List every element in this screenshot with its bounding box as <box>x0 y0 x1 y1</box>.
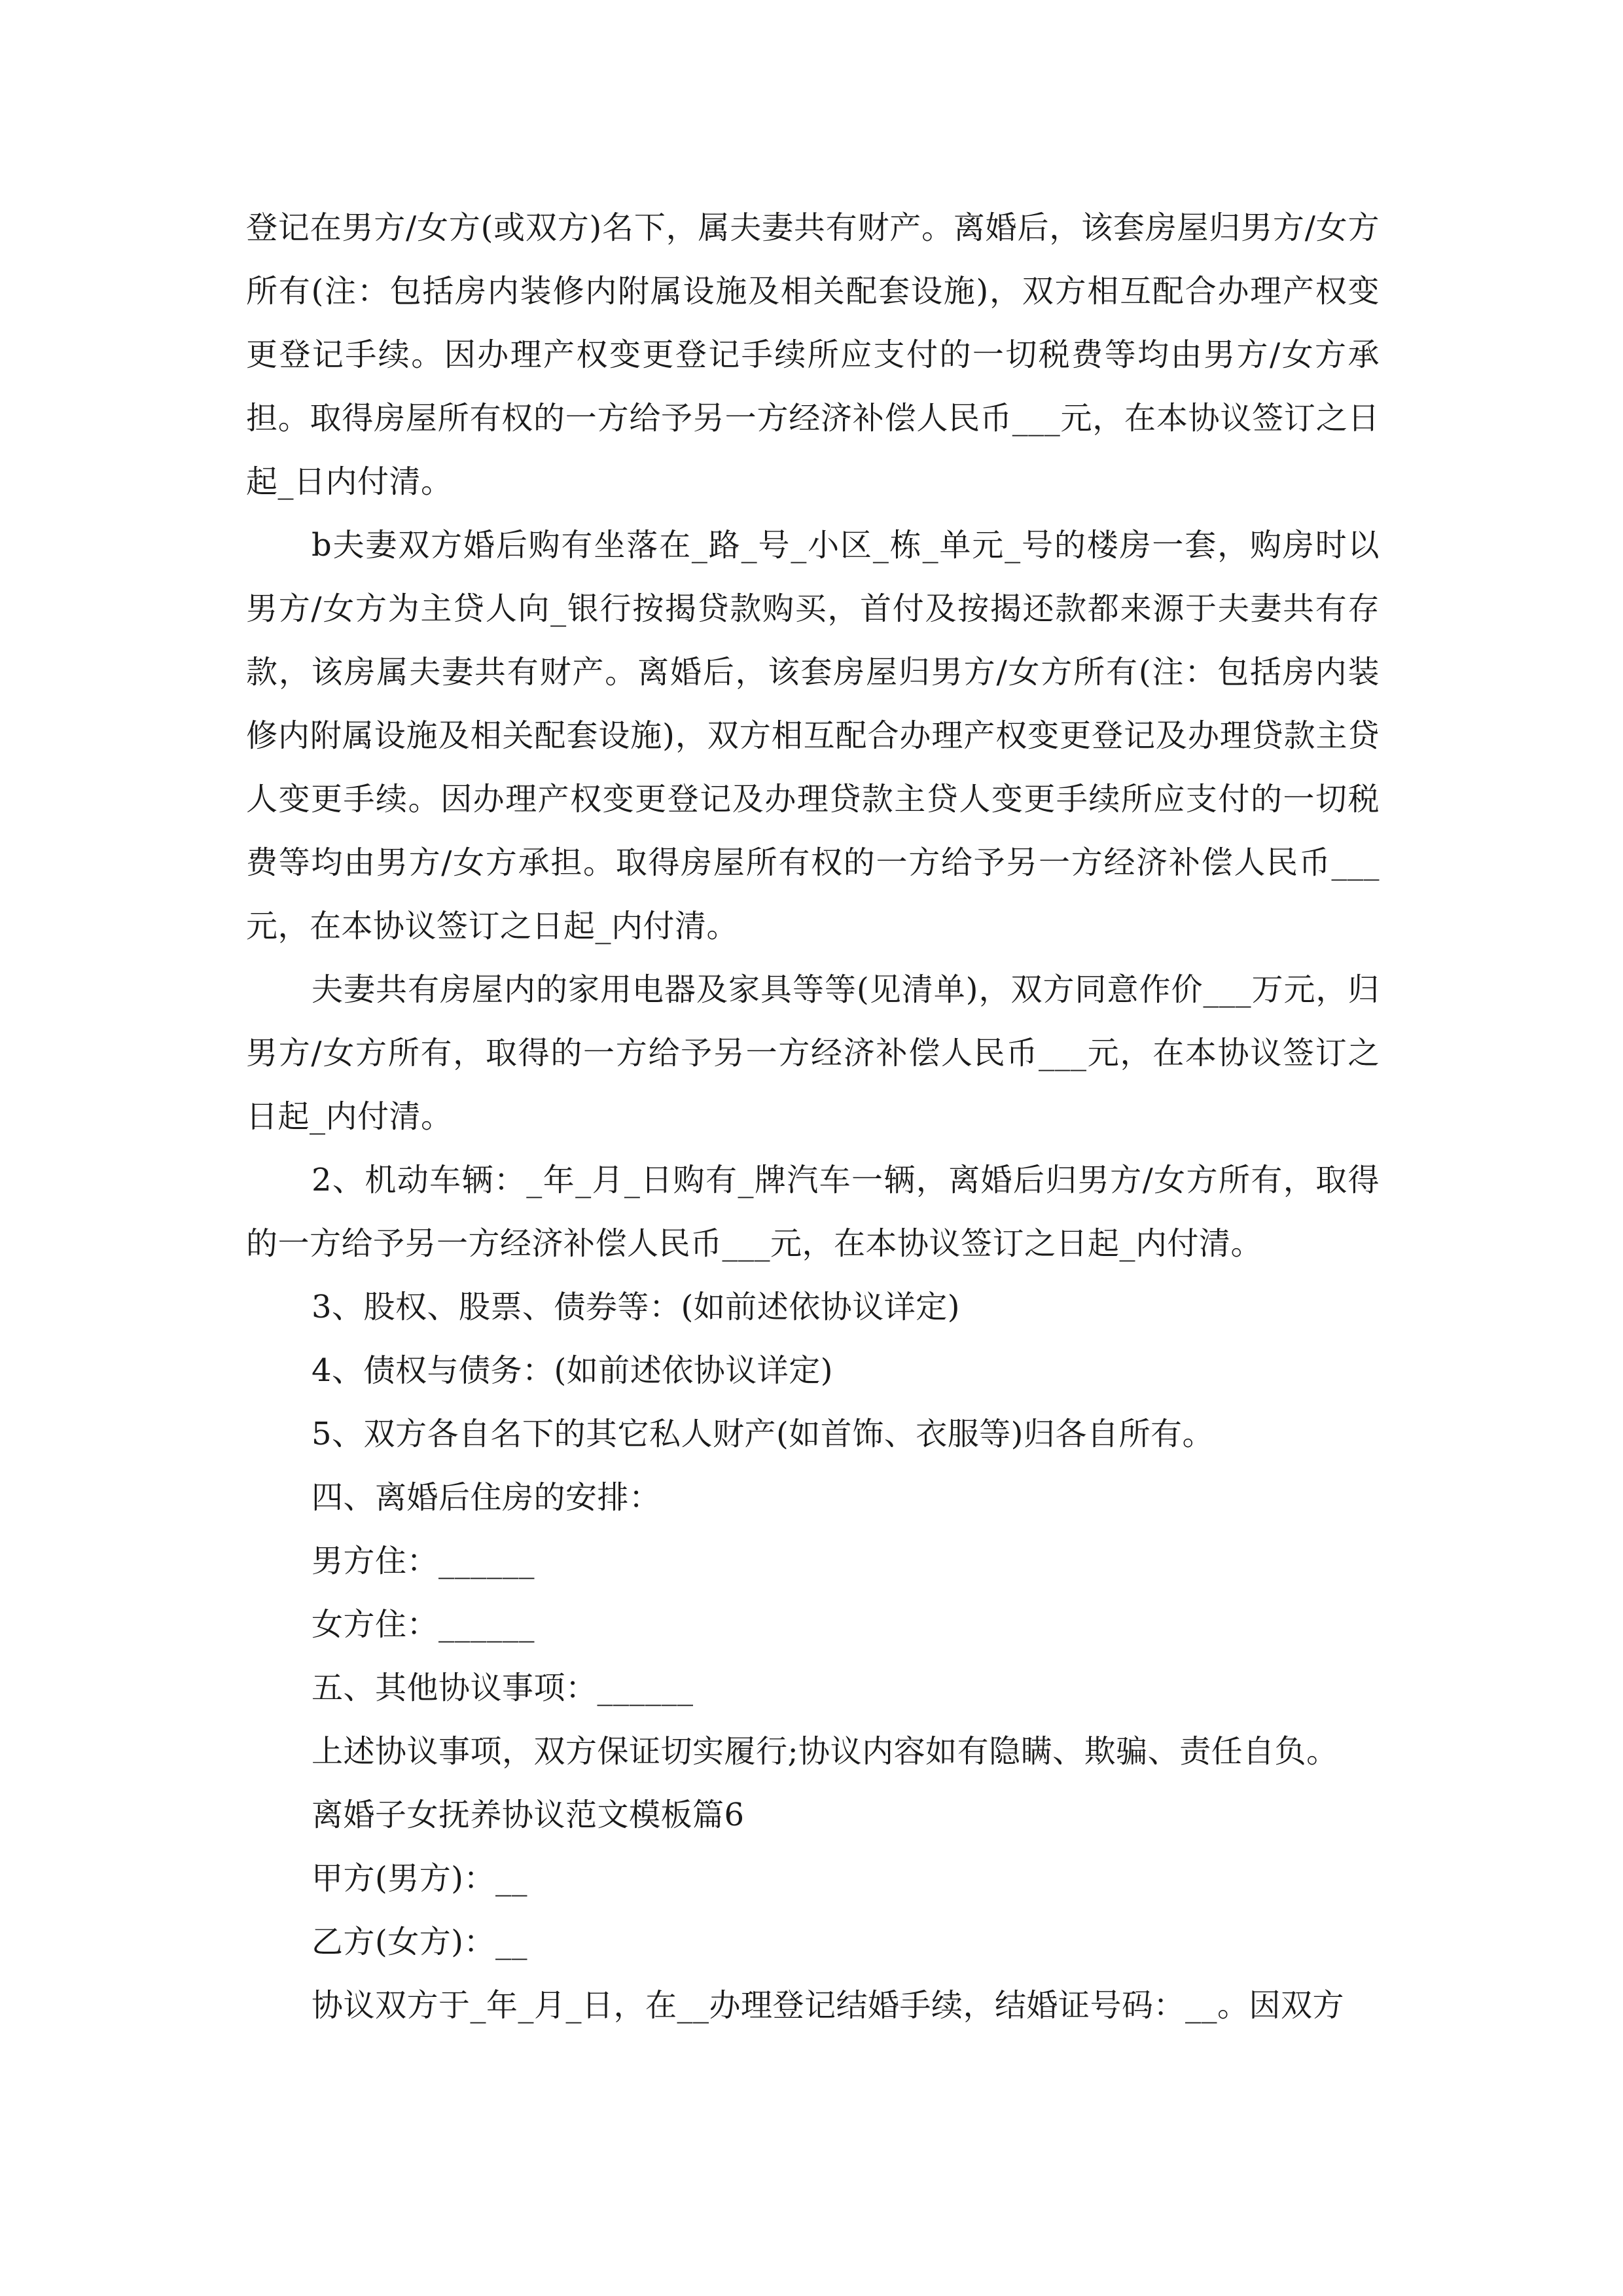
line-other-matters: 五、其他协议事项：______ <box>312 1670 694 1706</box>
line-claims-debts: 4、债权与债务：(如前述依协议详定) <box>312 1352 833 1389</box>
document-body <box>246 196 1380 2037</box>
paragraph-house-registration: 登记在男方/女方(或双方)名下，属夫妻共有财产。离婚后，该套房屋归男方/女方所有(注：包括房内装修内附属设施及相关配套设施)，双方相互配合办理产权变更登记手续。因办理产权变更登记手续所应支付的一切税费等均由男方/女方承担。取得房屋所有权的一方给予另一方经济补偿人民币___元，在本协议签订之日起_日内付清。 <box>246 209 1380 500</box>
section-title: 离婚子女抚养协议范文模板篇6 <box>312 1797 745 1833</box>
paragraph-motor-vehicle: 2、机动车辆：_年_月_日购有_牌汽车一辆，离婚后归男方/女方所有，取得的一方给予另一方经济补偿人民币___元，在本协议签订之日起_内付清。 <box>246 1162 1380 1262</box>
paragraph-mortgaged-house: b夫妻双方婚后购有坐落在_路_号_小区_栋_单元_号的楼房一套，购房时以男方/女方为主贷人向_银行按揭贷款购买，首付及按揭还款都来源于夫妻共有存款，该房属夫妻共有财产。离婚后，该套房屋归男方/女方所有(注：包括房内装修内附属设施及相关配套设施)，双方相互配合办理产权变更登记及办理贷款主贷人变更手续。因办理产权变更登记及办理贷款主贷人变更手续所应支付的一切税费等均由男方/女方承担。取得房屋所有权的一方给予另一方经济补偿人民币___元，在本协议签订之日起_内付清。 <box>246 527 1380 944</box>
line-party-a: 甲方(男方)：__ <box>312 1860 527 1897</box>
line-personal-property: 5、双方各自名下的其它私人财产(如首饰、衣服等)归各自所有。 <box>312 1416 1214 1452</box>
line-housing-heading: 四、离婚后住房的安排： <box>312 1479 661 1516</box>
line-agreement-start: 协议双方于_年_月_日，在__办理登记结婚手续，结婚证号码：__。因双方 <box>312 1987 1345 2024</box>
line-female-residence: 女方住：______ <box>312 1606 535 1643</box>
line-male-residence: 男方住：______ <box>312 1543 535 1579</box>
paragraph-household-appliances: 夫妻共有房屋内的家用电器及家具等等(见清单)，双方同意作价___万元，归男方/女方所有，取得的一方给予另一方经济补偿人民币___元，在本协议签订之日起_内付清。 <box>246 971 1380 1135</box>
line-party-b: 乙方(女方)：__ <box>312 1924 527 1960</box>
line-equity-stocks: 3、股权、股票、债券等：(如前述依协议详定) <box>312 1289 960 1325</box>
line-guarantee: 上述协议事项，双方保证切实履行;协议内容如有隐瞒、欺骗、责任自负。 <box>312 1733 1338 1770</box>
